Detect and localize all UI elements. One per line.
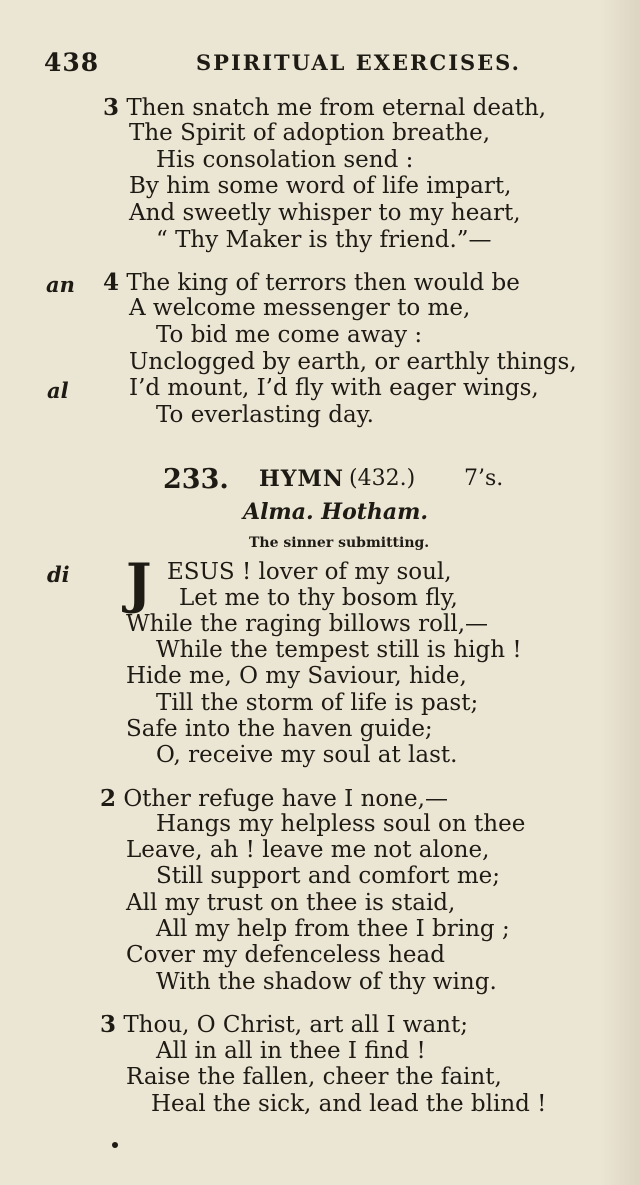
hymn-number: 233. <box>163 464 229 495</box>
stanza-line: Hide me, O my Saviour, hide, <box>126 663 467 689</box>
stanza-line: Heal the sick, and lead the blind ! <box>151 1091 547 1117</box>
stanza-line: Unclogged by earth, or earthly things, <box>129 349 577 375</box>
stanza-line: Safe into the haven guide; <box>126 716 433 742</box>
hymn-meter: 7’s. <box>464 466 504 491</box>
stanza-line: Till the storm of life is past; <box>156 690 479 716</box>
stanza-line: To everlasting day. <box>156 402 374 428</box>
stanza-line: ESUS ! lover of my soul, <box>167 559 452 585</box>
stanza-line: With the shadow of thy wing. <box>156 969 497 995</box>
stanza-number: 2 <box>100 785 117 812</box>
hymn-subject: The sinner submitting. <box>249 535 430 551</box>
stanza-line: All my help from thee I bring ; <box>156 916 510 942</box>
page-gutter-shadow <box>600 0 640 1185</box>
stanza-line: The Spirit of adoption breathe, <box>129 120 491 146</box>
stanza-line: Hangs my helpless soul on thee <box>156 811 526 837</box>
stanza-line: While the raging billows roll,— <box>126 611 489 637</box>
margin-note: di <box>47 562 70 587</box>
stanza-number: 3 <box>100 1011 117 1038</box>
stanza-line: His consolation send : <box>156 147 414 173</box>
stanza-line: By him some word of life impart, <box>129 173 512 199</box>
stanza-line: Cover my defenceless head <box>126 942 445 968</box>
stanza-line: Still support and comfort me; <box>156 863 501 889</box>
hymn-reference: (432.) <box>349 466 416 491</box>
drop-cap: J <box>126 551 152 615</box>
margin-note: an <box>46 272 75 297</box>
running-title: SPIRITUAL EXERCISES. <box>196 50 521 75</box>
stanza-line: To bid me come away : <box>156 322 423 348</box>
stanza-number: 4 <box>103 269 120 296</box>
stanza-line: Let me to thy bosom fly, <box>179 585 458 611</box>
stanza-line: Raise the fallen, cheer the faint, <box>126 1064 502 1090</box>
stanza-line: 3 Thou, O Christ, art all I want; <box>100 1011 468 1038</box>
stanza-line: “ Thy Maker is thy friend.”— <box>156 227 492 253</box>
stanza-line: O, receive my soul at last. <box>156 742 458 768</box>
margin-note: al <box>47 378 69 403</box>
stanza-line: While the tempest still is high ! <box>156 637 522 663</box>
stanza-line: 3 Then snatch me from eternal death, <box>103 94 547 121</box>
stanza-line: And sweetly whisper to my heart, <box>129 200 521 226</box>
stanza-line: All in all in thee I find ! <box>156 1038 426 1064</box>
stanza-line: A welcome messenger to me, <box>129 295 471 321</box>
stanza-line: 4 The king of terrors then would be <box>103 269 520 296</box>
ink-speck <box>112 1142 118 1148</box>
stanza-line: All my trust on thee is staid, <box>126 890 456 916</box>
stanza-line: I’d mount, I’d fly with eager wings, <box>129 375 539 401</box>
hymn-title: HYMN <box>259 466 344 492</box>
stanza-line: 2 Other refuge have I none,— <box>100 785 448 812</box>
stanza-number: 3 <box>103 94 120 121</box>
page-number: 438 <box>44 48 100 77</box>
stanza-line: Leave, ah ! leave me not alone, <box>126 837 490 863</box>
hymn-tunes: Alma. Hotham. <box>243 499 429 525</box>
